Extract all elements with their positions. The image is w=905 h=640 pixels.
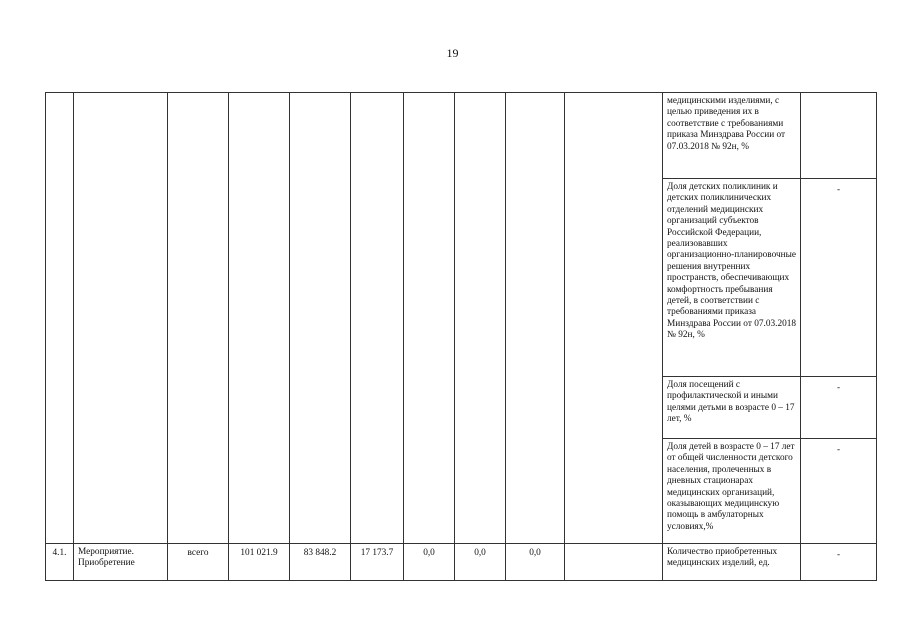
indicator-text: Количество приобретенных медицинских изделий, ед. [667,547,778,569]
funding-source-cell [168,544,229,581]
indicator-text: Доля детей в возрасте 0 – 17 лет от общей численности детского населения, пролеченных в дневных стационарах медицинских организаций, оказывающих медицинскую помощь в амбулаторных условиях,% [667,442,795,532]
indicator-value: - [836,185,841,195]
activity-name: Мероприятие. Приобретение [78,547,135,569]
amount-cell [506,93,565,544]
indicator-value-cell [801,377,877,439]
empty-cell [565,544,663,581]
amount-cell [351,544,404,581]
funding-source-cell [168,93,229,544]
amount-cell [290,93,351,544]
table-row [46,93,877,179]
indicator-cell [663,93,801,179]
indicator-value-cell [801,544,877,581]
indicator-value-cell [801,93,877,179]
row-number-cell [46,544,74,581]
activity-name-cell [74,544,168,581]
indicator-value: - [836,550,841,560]
amount-cell [506,544,565,581]
table-row [46,544,877,581]
indicator-cell [663,179,801,377]
amount-cell [455,93,506,544]
amount-value: 0,0 [423,548,435,558]
indicator-value [801,93,876,99]
page-number: 19 [446,46,459,60]
total-amount: 101 021.9 [240,548,278,558]
amount-value: 0,0 [529,548,541,558]
indicator-text: Доля посещений с профилактической и иными целями детьми в возрасте 0 – 17 лет, % [667,380,795,425]
amount-cell [351,93,404,544]
amount-value: 0,0 [474,548,486,558]
program-table [45,92,877,581]
amount-value: 17 173.7 [360,548,394,558]
indicator-value: - [836,445,841,455]
total-cell [229,93,290,544]
indicator-text: Доля детских поликлиник и детских поликлинических отделений медицинских организаций субъектов Российской Федерации, реализовавших организационно-планировочные решения внутренних пространств, обеспечивающих комфортность пребывания детей, в соответствии с требованиями приказа Минздрава России от 07.03.2018 № 92н, % [667,182,797,341]
indicator-value-cell [801,439,877,544]
indicator-cell [663,439,801,544]
amount-cell [404,544,455,581]
amount-cell [404,93,455,544]
activity-name-cell [74,93,168,544]
amount-value [565,544,662,548]
funding-source: всего [187,548,209,558]
total-cell [229,544,290,581]
amount-cell [290,544,351,581]
amount-cell [455,544,506,581]
row-number-cell [46,93,74,544]
indicator-text: медицинскими изделиями, с целью приведения их в соответствие с требованиями приказа Минздрава России от 07.03.2018 № 92н, % [667,96,786,152]
amount-value: 83 848.2 [303,548,337,558]
indicator-value: - [836,383,841,393]
indicator-value-cell [801,179,877,377]
empty-cell [565,93,663,544]
indicator-cell [663,377,801,439]
indicator-cell [663,544,801,581]
row-number: 4.1. [52,548,67,558]
